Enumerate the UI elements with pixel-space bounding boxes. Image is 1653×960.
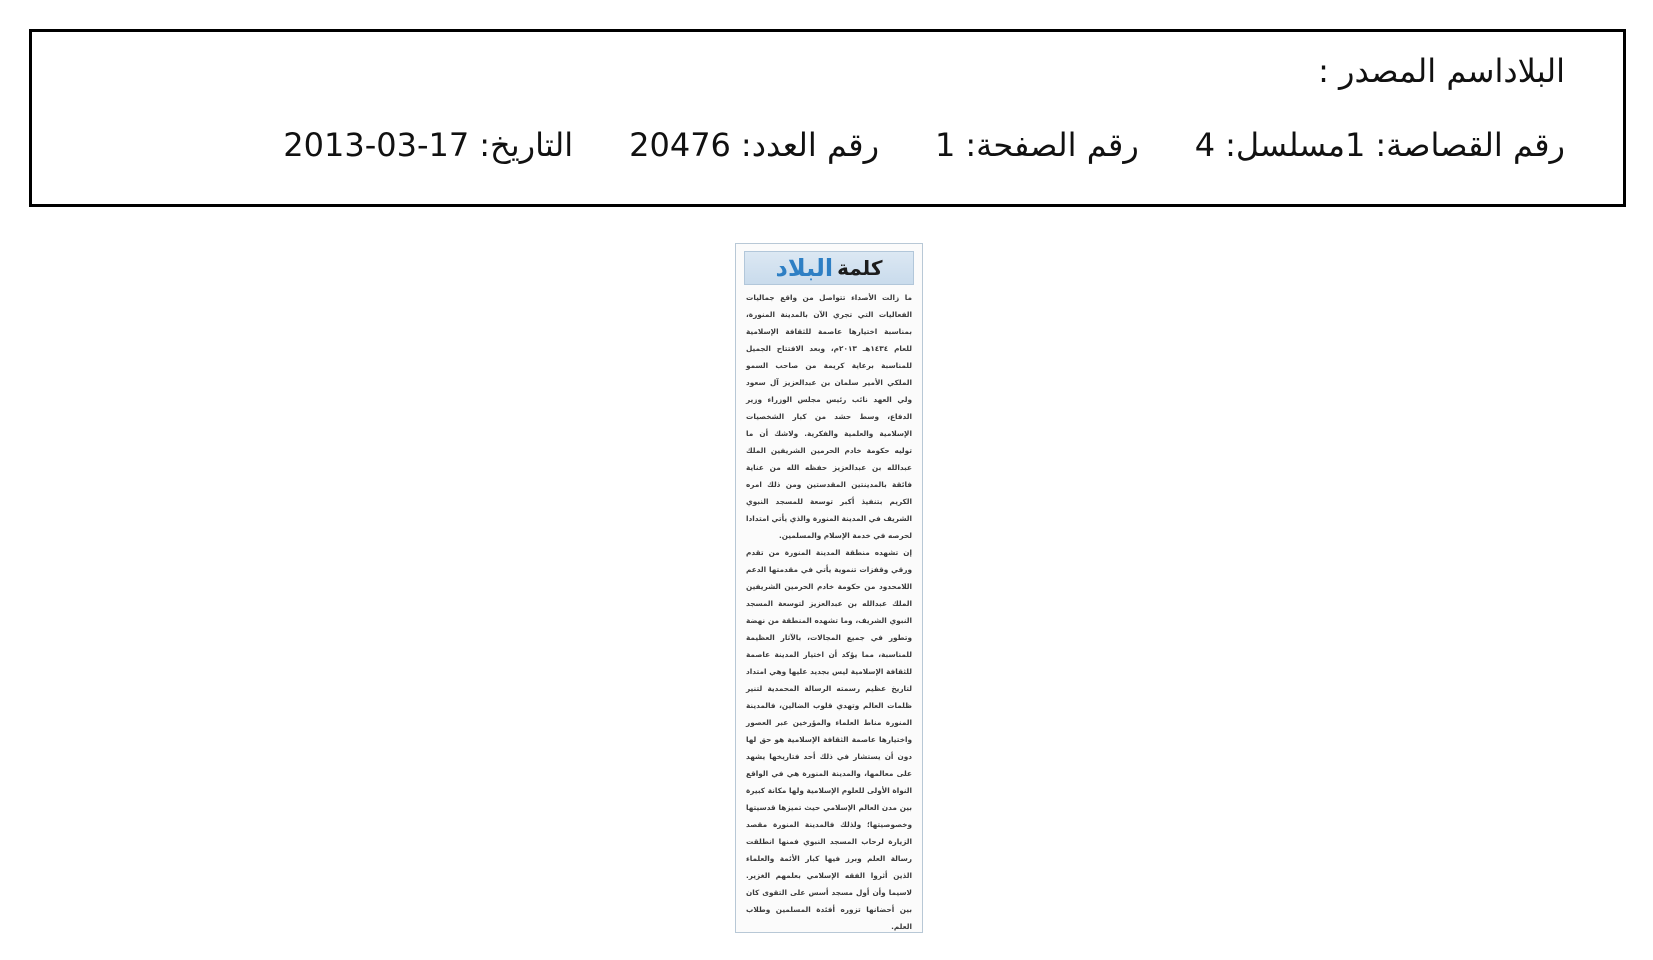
- clip-label: رقم القصاصة:: [1375, 126, 1565, 164]
- newspaper-clipping: [735, 243, 923, 933]
- date-label: التاريخ:: [479, 126, 574, 164]
- clip-field: [1345, 126, 1565, 164]
- source-value: البلاد: [1503, 52, 1565, 90]
- issue-value: 20476: [629, 126, 731, 164]
- page-value: 1: [935, 126, 956, 164]
- page-label: رقم الصفحة:: [965, 126, 1139, 164]
- meta-row: [227, 126, 1565, 164]
- source-info-box: [29, 29, 1626, 207]
- masthead-logo: البلاد: [775, 254, 834, 282]
- serial-label: مسلسل:: [1225, 126, 1345, 164]
- serial-field: [1195, 126, 1345, 164]
- source-label: اسم المصدر :: [1318, 52, 1504, 90]
- masthead-word: كلمة: [837, 256, 883, 280]
- issue-field: [629, 126, 879, 164]
- clipping-body-text: ما زالت الأصداء تتواصل من واقع جماليات الفعاليات التي تجري الآن بالمدينة المنورة، بمناسبة اختيارها عاصمة للثقافة الإسلامية للعام ١٤٣٤هـ ٢٠١٣م، وبعد الافتتاح الجميل للمناسبة برعاية كريمة من صاحب السمو الملكي الأمير سلمان بن عبدالعزيز آل سعود ولي العهد نائب رئيس مجلس الوزراء وزير الدفاع، وسط حشد من كبار الشخصيات الإسلامية والعلمية والفكرية. ولاشك أن ما توليه حكومة خادم الحرمين الشريفين الملك عبدالله بن عبدالعزيز حفظه الله من عناية فائقة بالمدينتين المقدستين ومن ذلك امره الكريم بتنفيذ أكبر توسعة للمسجد النبوي الشريف في المدينة المنورة والذي يأتي امتدادا لحرصه في خدمة الإسلام والمسلمين. إن تشهده منطقة المدينة المنورة من تقدم ورقي وقفزات تنموية يأتي في مقدمتها الدعم اللامحدود من حكومة خادم الحرمين الشريفين الملك عبدالله بن عبدالعزيز لتوسعة المسجد النبوي الشريف، وما تشهده المنطقة من نهضة وتطور في جميع المجالات، بالآثار العظيمة للمناسبة، مما يؤكد أن اختيار المدينة عاصمة للثقافة الإسلامية ليس بجديد عليها وهي امتداد لتاريخ عظيم رسمته الرسالة المحمدية لتنير ظلمات العالم وتهدي قلوب الضالين، فالمدينة المنورة مناط العلماء والمؤرخين عبر العصور واختيارها عاصمة الثقافة الإسلامية هو حق لها دون أن يستشار في ذلك أحد فتاريخها يشهد على معالمها، والمدينة المنورة هي في الواقع النواة الأولى للعلوم الإسلامية ولها مكانة كبيرة بين مدن العالم الإسلامي حيث تميزها قدسيتها وخصوصيتها؛ ولذلك فالمدينة المنورة مقصد الزيارة لرحاب المسجد النبوي فمنها انطلقت رسالة العلم وبرز فيها كبار الأئمة والعلماء الذين أثروا الفقه الإسلامي بعلمهم الغزير. لاسيما وأن أول مسجد أسس على التقوى كان بين أحضانها تزوره أفئدة المسلمين وطلاب العلم.: [746, 293, 912, 931]
- page-field: [935, 126, 1139, 164]
- clip-value: 1: [1344, 126, 1366, 164]
- date-field: [283, 126, 573, 164]
- serial-value: 4: [1194, 126, 1216, 164]
- date-value: 2013-03-17: [283, 126, 470, 164]
- clipping-masthead: [744, 251, 914, 285]
- issue-label: رقم العدد:: [740, 126, 880, 164]
- source-row: [1168, 52, 1565, 90]
